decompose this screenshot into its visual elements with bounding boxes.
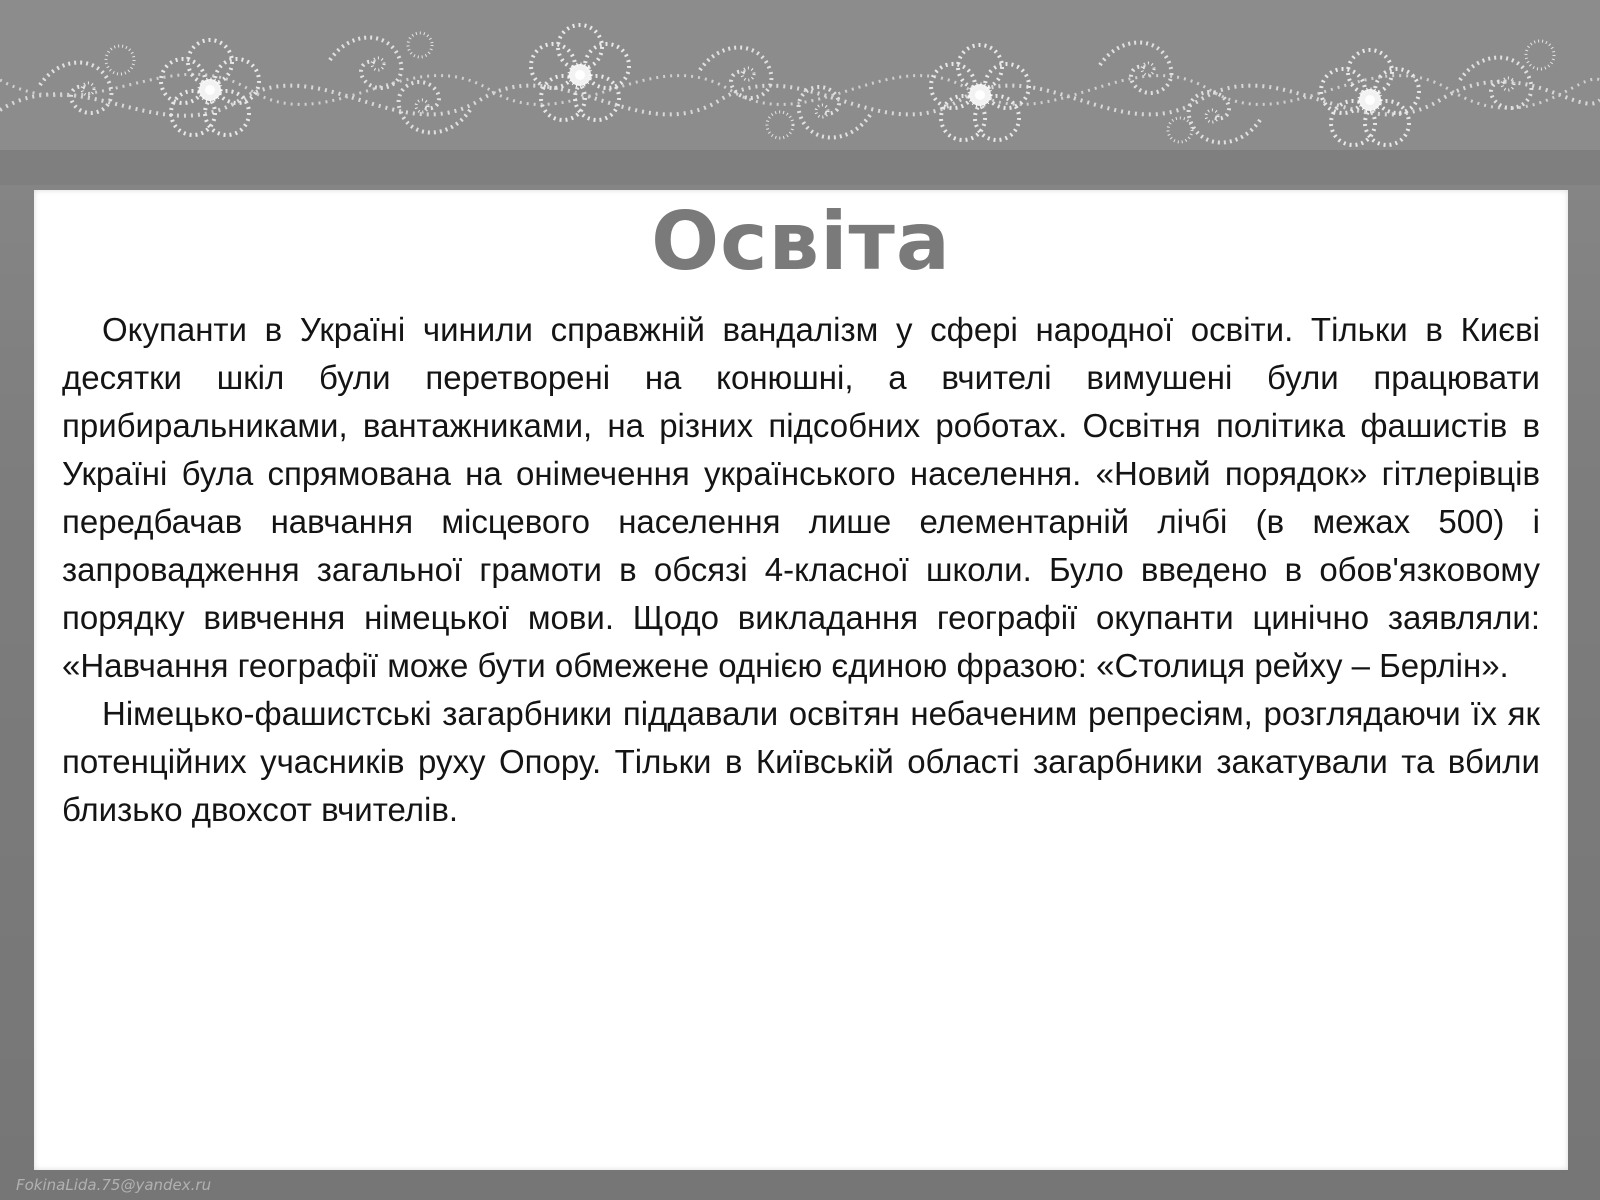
lace-ornament-graphic	[0, 0, 1600, 185]
body-paragraph-1: Окупанти в Україні чинили справжній вандалізм у сфері народної освіти. Тільки в Києві десятки шкіл були перетворені на конюшні, а вчителі вимушені були працювати прибиральниками, вантажниками, на різних підсобних роботах. Освітня політика фашистів в Україні була спрямована на онімечення українського населення. «Новий порядок» гітлерівців передбачав навчання місцевого населення лише елементарній лічбі (в межах 500) і запровадження загальної грамоти в обсязі 4-класної школи. Було введено в обов'язковому порядку вивчення німецької мови. Щодо викладання географії окупанти цинічно заявляли: «Навчання географії може бути обмежене однією єдиною фразою: «Столиця рейху – Берлін».	[62, 311, 1540, 684]
slide-title: Освіта	[651, 195, 951, 288]
body-paragraph-2: Німецько-фашистські загарбники піддавали освітян небаченим репресіям, розглядаючи їх як потенційних учасників руху Опору. Тільки в Київській області загарбники закатували та вбили близько двохсот вчителів.	[62, 695, 1540, 828]
slide-body	[62, 306, 1540, 834]
lace-ornament-border	[0, 0, 1600, 185]
content-card	[34, 190, 1568, 1170]
author-watermark: FokinaLida.75@yandex.ru	[16, 1176, 212, 1194]
